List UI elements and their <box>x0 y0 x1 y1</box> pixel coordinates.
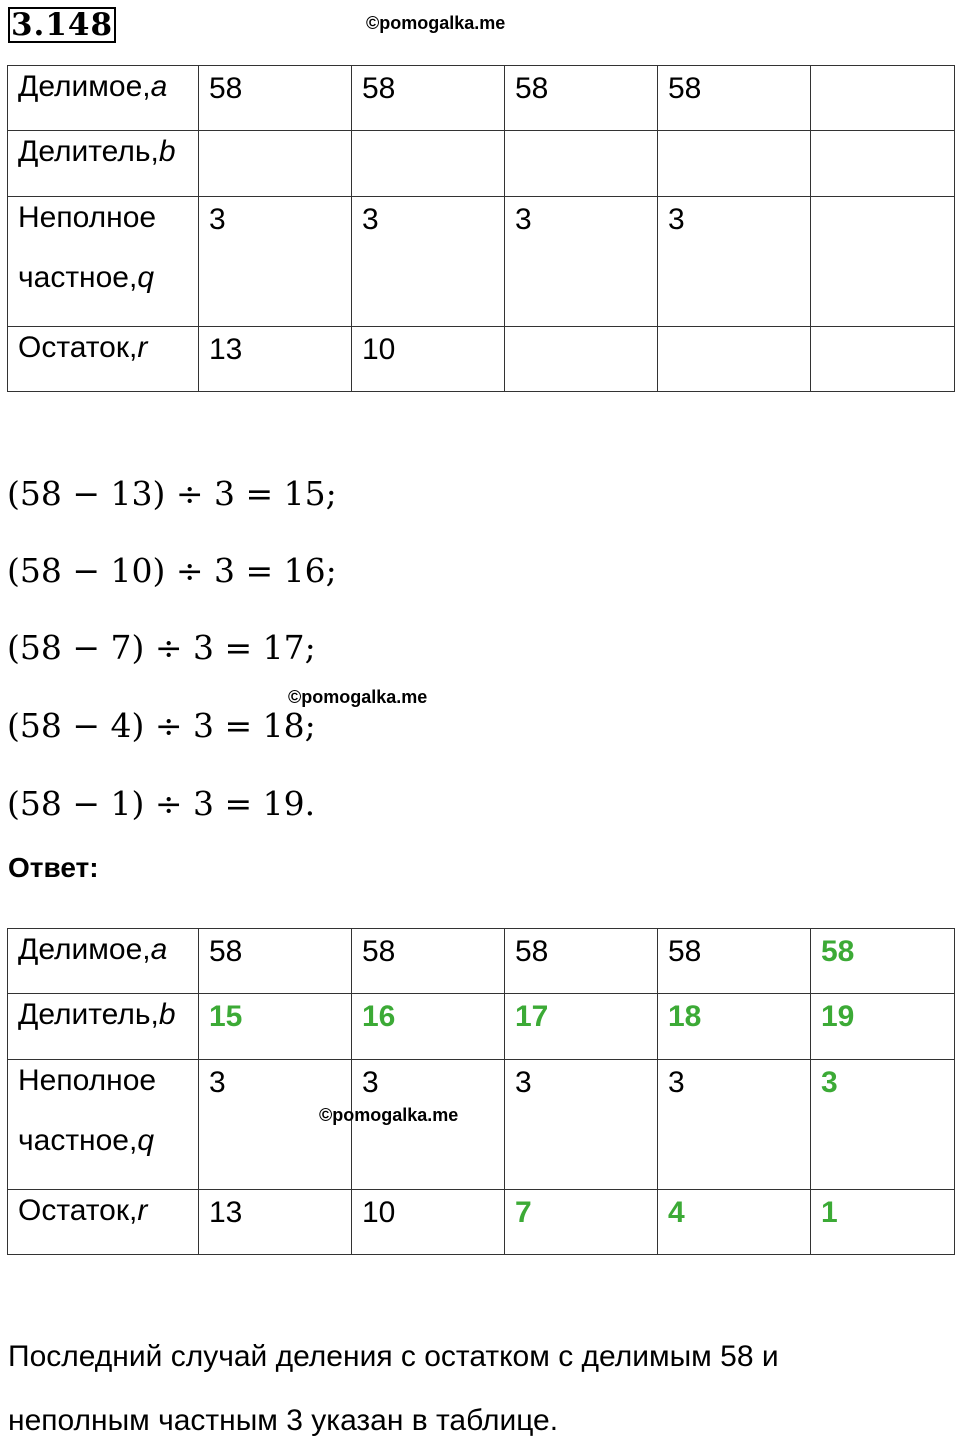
conclusion-line-2: неполным частным 3 указан в таблице. <box>8 1404 559 1437</box>
table-cell: 58 <box>505 929 658 994</box>
problem-number: 3.148 <box>8 7 116 43</box>
table-cell: 3 <box>352 197 505 327</box>
table-row-quotient <box>8 1060 955 1190</box>
table-row-dividend <box>8 66 955 131</box>
row-label-divisor: Делитель,b <box>8 994 199 1060</box>
table-cell: 58 <box>199 66 352 131</box>
row-label-remainder: Остаток,r <box>8 1190 199 1255</box>
table-cell-answer: 4 <box>658 1190 811 1255</box>
table-cell-answer: 18 <box>658 994 811 1060</box>
row-label-dividend: Делимое,a <box>8 929 199 994</box>
table-cell-answer: 1 <box>811 1190 955 1255</box>
table-answer <box>7 928 955 1255</box>
table-cell: 3 <box>199 197 352 327</box>
row-label-dividend: Делимое,a <box>8 66 199 131</box>
table-cell: 58 <box>658 66 811 131</box>
equation-3: (58 − 7) ÷ 3 = 17; <box>7 628 316 667</box>
table-cell <box>811 131 955 197</box>
table-row-divisor <box>8 994 955 1060</box>
table-cell <box>505 131 658 197</box>
table-cell: 10 <box>352 1190 505 1255</box>
table-cell-answer: 19 <box>811 994 955 1060</box>
table-cell-answer: 58 <box>811 929 955 994</box>
table-cell <box>199 131 352 197</box>
table-cell: 10 <box>352 327 505 392</box>
table-cell: 58 <box>658 929 811 994</box>
equation-4: (58 − 4) ÷ 3 = 18; <box>7 706 316 745</box>
table-cell-answer: 16 <box>352 994 505 1060</box>
table-cell: 3 <box>505 1060 658 1190</box>
answer-label: Ответ: <box>8 852 99 883</box>
table-cell <box>352 131 505 197</box>
table-cell: 58 <box>352 66 505 131</box>
row-label-divisor: Делитель,b <box>8 131 199 197</box>
table-row-remainder <box>8 327 955 392</box>
row-label-quotient: Неполное частное,q <box>8 197 199 327</box>
row-label-quotient: Неполное частное,q <box>8 1060 199 1190</box>
table-cell: 58 <box>352 929 505 994</box>
row-label-remainder: Остаток,r <box>8 327 199 392</box>
table-cell: 3 <box>658 197 811 327</box>
table-cell: 3 <box>505 197 658 327</box>
watermark-top: ©pomogalka.me <box>366 13 506 33</box>
table-cell: 13 <box>199 1190 352 1255</box>
table-row-dividend <box>8 929 955 994</box>
table-cell: 58 <box>505 66 658 131</box>
table-cell: 13 <box>199 327 352 392</box>
table-row-remainder <box>8 1190 955 1255</box>
table-cell: 3 <box>352 1060 505 1190</box>
table-cell: 3 <box>199 1060 352 1190</box>
table-cell: 58 <box>199 929 352 994</box>
table-row-divisor <box>8 131 955 197</box>
equation-1: (58 − 13) ÷ 3 = 15; <box>7 474 337 513</box>
table-cell-answer: 3 <box>811 1060 955 1190</box>
table-given <box>7 65 955 392</box>
table-cell-answer: 17 <box>505 994 658 1060</box>
table-cell-answer: 7 <box>505 1190 658 1255</box>
equation-5: (58 − 1) ÷ 3 = 19. <box>7 784 316 823</box>
table-cell: 3 <box>658 1060 811 1190</box>
watermark-middle: ©pomogalka.me <box>288 687 428 707</box>
table-cell <box>811 66 955 131</box>
table-cell <box>811 327 955 392</box>
table-cell <box>811 197 955 327</box>
table-row-quotient <box>8 197 955 327</box>
table-cell <box>658 131 811 197</box>
watermark-table: ©pomogalka.me <box>319 1105 459 1125</box>
table-cell-answer: 15 <box>199 994 352 1060</box>
table-cell <box>658 327 811 392</box>
equation-2: (58 − 10) ÷ 3 = 16; <box>7 551 337 590</box>
conclusion-line-1: Последний случай деления с остатком с делимым 58 и <box>8 1340 779 1373</box>
table-cell <box>505 327 658 392</box>
